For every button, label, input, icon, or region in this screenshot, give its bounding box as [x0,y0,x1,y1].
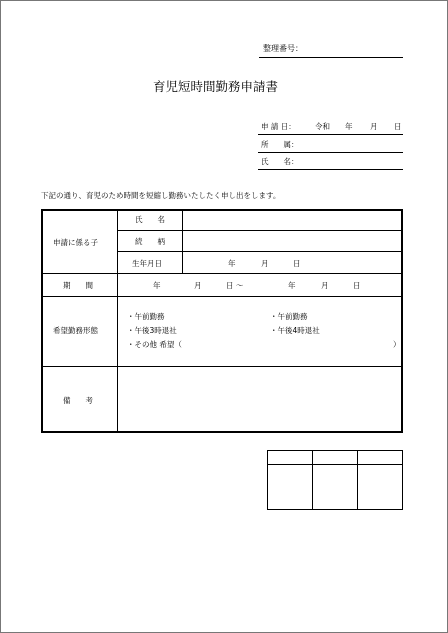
birth-day-unit: 日 [293,259,301,268]
period-start-month-unit: 月 [194,281,202,290]
row-divider [43,273,401,274]
application-date-line [258,134,403,135]
application-date-day-unit: 日 [394,122,402,131]
column-divider [117,211,118,431]
application-table [41,209,403,433]
relationship-label: 続 柄 [135,237,165,246]
ref-number-label: 整理番号： [263,44,303,53]
row-divider [43,366,401,367]
option-other: ・その他 希望（ [127,340,182,349]
child-name-label: 氏 名 [135,215,165,224]
option-leave-4pm: ・午後4時退社 [270,326,320,335]
application-date-month-unit: 月 [370,122,378,131]
row-divider [43,296,401,297]
column-divider [182,211,183,273]
applicant-name-line [258,169,403,170]
period-label: 期 間 [63,281,93,290]
intro-text: 下記の通り、育児のため時間を短縮し勤務いたしたく申し出をします。 [41,191,281,200]
period-start-day-unit: 日 〜 [226,281,244,290]
applicant-name-label: 氏 名： [261,157,299,166]
department-line [258,152,403,153]
approval-column-divider [312,451,313,509]
application-date-year-unit: 年 [345,122,353,131]
period-end-year-unit: 年 [288,281,296,290]
document-title: 育児短時間勤務申請書 [153,79,279,94]
birth-year-unit: 年 [228,259,236,268]
work-form-label: 希望勤務形態 [53,326,98,335]
birth-month-unit: 月 [261,259,269,268]
row-divider [118,251,401,252]
approval-stamp-box [267,450,403,510]
period-end-month-unit: 月 [321,281,329,290]
period-start-year-unit: 年 [153,281,161,290]
option-leave-3pm: ・午後3時退社 [127,326,177,335]
ref-number-line [259,57,403,58]
application-date-era: 令和 [315,122,330,131]
child-section-label: 申請に係る子 [53,238,98,247]
period-end-day-unit: 日 [353,281,361,290]
application-date-label: 申 請 日： [261,122,296,131]
department-label: 所 属： [261,140,299,149]
remarks-label: 備 考 [63,396,93,405]
birthdate-label: 生年月日 [132,259,162,268]
approval-header-divider [268,464,402,465]
approval-column-divider [357,451,358,509]
option-morning-work: ・午前勤務 [127,312,165,321]
row-divider [118,230,401,231]
option-afternoon-work: ・午前勤務 [270,312,308,321]
option-other-close: ） [393,340,401,349]
